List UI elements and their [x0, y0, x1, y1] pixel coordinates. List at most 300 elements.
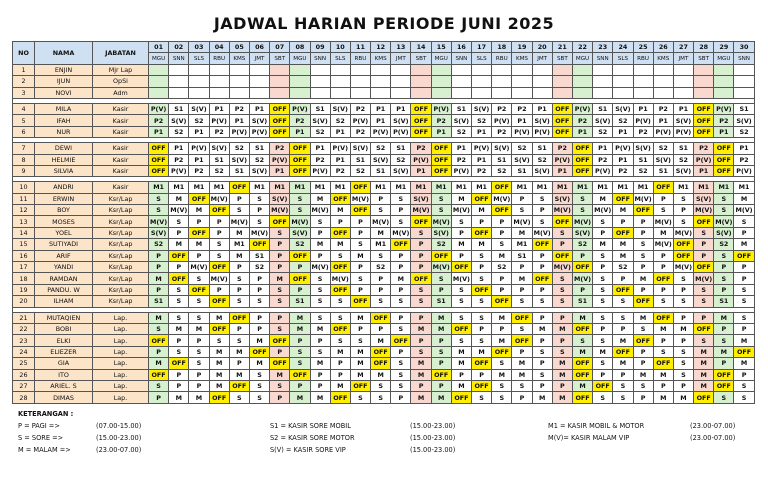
shift-cell: P	[189, 369, 209, 380]
shift-cell: S	[593, 335, 613, 346]
shift-cell: P	[552, 239, 572, 250]
shift-cell: S	[189, 346, 209, 357]
shift-cell: S(V)	[532, 115, 552, 126]
row-name: DEWI	[35, 143, 93, 154]
shift-cell: S	[694, 284, 714, 295]
shift-cell	[330, 64, 350, 75]
shift-cell: M	[653, 392, 673, 403]
row-jabatan: Ksr/Lap	[93, 205, 149, 216]
shift-cell: P	[391, 392, 411, 403]
shift-cell: OFF	[714, 165, 734, 176]
shift-cell	[593, 64, 613, 75]
shift-cell: P	[633, 227, 653, 238]
shift-cell: S(V)	[391, 115, 411, 126]
shift-cell: S	[653, 296, 673, 307]
shift-cell: P	[734, 323, 754, 334]
shift-cell: M1	[189, 182, 209, 193]
shift-cell: M	[330, 205, 350, 216]
shift-cell: P2	[492, 103, 512, 114]
shift-cell: M1	[330, 182, 350, 193]
shift-cell: P2	[189, 165, 209, 176]
shift-cell: S(V)	[169, 115, 189, 126]
shift-cell: P1	[593, 143, 613, 154]
legend-s: S = SORE =>	[18, 434, 64, 442]
day-header: 10	[330, 42, 350, 53]
shift-cell: OFF	[572, 369, 592, 380]
shift-cell: M	[472, 239, 492, 250]
shift-cell: S(V)	[593, 115, 613, 126]
shift-cell: S	[229, 392, 249, 403]
shift-cell: OFF	[371, 358, 391, 369]
row-name: ILHAM	[35, 296, 93, 307]
shift-cell	[391, 76, 411, 87]
shift-cell: S	[734, 312, 754, 323]
shift-cell: M	[310, 323, 330, 334]
table-row	[13, 143, 755, 154]
shift-cell: S	[431, 273, 451, 284]
shift-cell: OFF	[371, 312, 391, 323]
table-row	[13, 250, 755, 261]
shift-cell: P	[290, 380, 310, 391]
shift-cell: S2	[451, 126, 471, 137]
shift-cell: P	[532, 335, 552, 346]
shift-cell: M(V)	[331, 274, 349, 283]
shift-cell: OFF	[633, 205, 653, 216]
shift-cell: S	[572, 335, 592, 346]
shift-cell: M	[532, 392, 552, 403]
shift-cell: M	[229, 346, 249, 357]
shift-cell: S	[290, 358, 310, 369]
shift-cell: P	[552, 380, 572, 391]
shift-cell: P	[411, 312, 431, 323]
shift-cell	[673, 87, 693, 98]
shift-cell: P2	[431, 115, 451, 126]
shift-cell: M1	[673, 182, 693, 193]
shift-cell: P	[694, 250, 714, 261]
shift-cell	[229, 76, 249, 87]
shift-cell: M	[613, 205, 633, 216]
shift-cell: P	[330, 358, 350, 369]
shift-cell: M1	[209, 182, 229, 193]
shift-cell: S	[633, 250, 653, 261]
shift-cell: OFF	[552, 103, 572, 114]
shift-cell: P1	[472, 126, 492, 137]
shift-cell	[613, 64, 633, 75]
shift-cell: P	[310, 380, 330, 391]
shift-cell: OFF	[189, 227, 209, 238]
shift-cell: P	[714, 323, 734, 334]
shift-cell: M(V)	[695, 274, 713, 283]
table-row	[13, 380, 755, 391]
shift-cell: OFF	[431, 143, 451, 154]
shift-cell	[249, 76, 269, 87]
row-jabatan: Lap.	[93, 380, 149, 391]
shift-cell: OFF	[653, 312, 673, 323]
day-header: 23	[593, 42, 613, 53]
shift-cell: S	[391, 380, 411, 391]
shift-cell	[653, 76, 673, 87]
shift-cell: S	[593, 250, 613, 261]
shift-cell: S	[673, 358, 693, 369]
shift-cell: S	[714, 392, 734, 403]
table-row	[13, 182, 755, 193]
shift-cell: OFF	[572, 392, 592, 403]
shift-cell: P	[734, 227, 754, 238]
row-jabatan: Ksr/Lap	[93, 250, 149, 261]
shift-cell	[593, 87, 613, 98]
row-number: 13	[13, 216, 35, 227]
row-number: 6	[13, 126, 35, 137]
shift-cell: M	[613, 239, 633, 250]
shift-cell: OFF	[572, 165, 592, 176]
shift-cell: S	[350, 239, 370, 250]
shift-cell: P	[270, 392, 290, 403]
shift-cell: S2	[613, 115, 633, 126]
shift-cell: M	[290, 312, 310, 323]
shift-cell: S	[330, 312, 350, 323]
legend-s1-time: (15.00-23.00)	[410, 422, 456, 430]
shift-cell: S1	[310, 103, 330, 114]
shift-cell: P(V)	[673, 126, 693, 137]
shift-cell: M	[734, 335, 754, 346]
shift-cell: P	[149, 392, 169, 403]
shift-cell	[673, 64, 693, 75]
shift-cell: M1	[472, 182, 492, 193]
shift-cell	[249, 87, 269, 98]
weekday-header: SNN	[169, 53, 189, 64]
shift-cell: P	[714, 284, 734, 295]
shift-cell: M(V)	[170, 206, 188, 215]
shift-cell: P	[472, 216, 492, 227]
legend-s2: S2 = KASIR SORE MOTOR	[270, 434, 355, 442]
table-row	[13, 76, 755, 87]
shift-cell: S(V)	[249, 165, 269, 176]
day-header: 05	[229, 42, 249, 53]
shift-cell: M	[330, 346, 350, 357]
legend-m1: M1 = KASIR MOBIL & MOTOR	[548, 422, 645, 430]
legend-m1-time: (23.00-07.00)	[690, 422, 736, 430]
shift-cell: S	[532, 369, 552, 380]
shift-cell: S(V)	[653, 154, 673, 165]
table-row	[13, 227, 755, 238]
shift-cell: M(V)	[695, 206, 713, 215]
shift-cell: S	[391, 216, 411, 227]
shift-cell	[209, 64, 229, 75]
shift-cell: S	[350, 273, 370, 284]
row-name: BOY	[35, 205, 93, 216]
shift-cell: P1	[411, 165, 431, 176]
shift-cell	[613, 87, 633, 98]
table-row	[13, 216, 755, 227]
shift-cell: S	[431, 205, 451, 216]
shift-cell: P2	[512, 103, 532, 114]
shift-cell: P	[532, 312, 552, 323]
shift-cell: OFF	[694, 323, 714, 334]
shift-cell	[411, 64, 431, 75]
shift-cell: S(V)	[149, 227, 169, 238]
shift-cell: OFF	[492, 205, 512, 216]
row-jabatan: Kasir	[93, 182, 149, 193]
shift-cell: M(V)	[150, 217, 168, 226]
shift-cell: S2	[229, 143, 249, 154]
row-name: ARIF	[35, 250, 93, 261]
shift-cell: OFF	[532, 273, 552, 284]
shift-cell: S(V)	[633, 143, 653, 154]
shift-cell: M	[552, 392, 572, 403]
shift-cell: S	[472, 273, 492, 284]
shift-cell: M	[189, 239, 209, 250]
shift-cell: P	[653, 262, 673, 273]
shift-cell: M	[593, 193, 613, 204]
shift-cell: S	[310, 284, 330, 295]
shift-cell: S2	[532, 154, 552, 165]
shift-cell	[613, 76, 633, 87]
shift-cell: M1	[613, 182, 633, 193]
row-jabatan: Ksr/Lap	[93, 284, 149, 295]
shift-cell: S1	[209, 154, 229, 165]
shift-cell: P	[492, 323, 512, 334]
shift-cell: P	[290, 262, 310, 273]
shift-cell: M	[653, 323, 673, 334]
shift-cell: M	[431, 323, 451, 334]
shift-cell: P1	[714, 126, 734, 137]
shift-cell: P	[290, 335, 310, 346]
shift-cell: OFF	[714, 369, 734, 380]
shift-cell: P	[633, 262, 653, 273]
shift-cell: OFF	[694, 392, 714, 403]
shift-cell: OFF	[451, 392, 471, 403]
day-header: 25	[633, 42, 653, 53]
shift-cell: P	[209, 227, 229, 238]
shift-cell: P1	[734, 143, 754, 154]
table-row	[13, 239, 755, 250]
shift-cell: S	[734, 296, 754, 307]
shift-cell: P1	[572, 126, 592, 137]
shift-cell: S	[270, 284, 290, 295]
shift-cell: S	[734, 284, 754, 295]
shift-cell: OFF	[431, 250, 451, 261]
shift-cell: M(V)	[553, 263, 571, 272]
row-jabatan: Kasir	[93, 154, 149, 165]
shift-cell: P	[593, 262, 613, 273]
shift-cell: P2	[472, 165, 492, 176]
shift-cell: P	[350, 216, 370, 227]
shift-cell: M	[492, 369, 512, 380]
shift-cell: S	[209, 250, 229, 261]
row-number: 12	[13, 205, 35, 216]
shift-cell: S1	[451, 103, 471, 114]
weekday-header: SLS	[330, 53, 350, 64]
shift-cell: M(V)	[311, 263, 329, 272]
day-header: 22	[572, 42, 592, 53]
shift-cell: S	[249, 193, 269, 204]
row-name: ELKI	[35, 335, 93, 346]
shift-cell: P	[249, 312, 269, 323]
table-row	[13, 87, 755, 98]
shift-cell: M	[149, 358, 169, 369]
shift-cell: OFF	[350, 380, 370, 391]
shift-cell: S1	[492, 154, 512, 165]
day-header: 21	[552, 42, 572, 53]
shift-cell: S	[593, 296, 613, 307]
shift-cell	[149, 87, 169, 98]
shift-cell: S2	[249, 154, 269, 165]
shift-cell: P	[350, 262, 370, 273]
shift-cell: S	[249, 369, 269, 380]
header-jabatan: JABATAN	[93, 42, 149, 65]
shift-cell: S	[149, 193, 169, 204]
shift-cell: P	[633, 216, 653, 227]
shift-cell: P2	[229, 103, 249, 114]
weekday-header: MGU	[149, 53, 169, 64]
shift-cell: P2	[552, 143, 572, 154]
shift-cell: P	[249, 323, 269, 334]
shift-cell: OFF	[229, 312, 249, 323]
shift-cell: S1	[149, 296, 169, 307]
shift-cell: OFF	[572, 323, 592, 334]
row-name: ITO	[35, 369, 93, 380]
shift-cell: S	[512, 296, 532, 307]
shift-cell: OFF	[189, 284, 209, 295]
shift-cell: S(V)	[694, 193, 714, 204]
shift-cell: S	[149, 323, 169, 334]
shift-cell: S1	[633, 154, 653, 165]
shift-cell: OFF	[209, 205, 229, 216]
shift-cell: S	[673, 296, 693, 307]
shift-cell	[310, 87, 330, 98]
shift-cell: P1	[694, 165, 714, 176]
shift-cell: S2	[492, 262, 512, 273]
shift-cell: OFF	[431, 369, 451, 380]
shift-cell: M1	[734, 182, 754, 193]
shift-cell: P	[209, 216, 229, 227]
shift-cell: S	[512, 380, 532, 391]
table-row	[13, 335, 755, 346]
shift-cell: OFF	[391, 239, 411, 250]
shift-cell: OFF	[411, 103, 431, 114]
shift-cell	[593, 76, 613, 87]
shift-cell: M1	[290, 182, 310, 193]
shift-cell: OFF	[209, 323, 229, 334]
shift-cell: OFF	[492, 296, 512, 307]
row-name: NOVI	[35, 87, 93, 98]
shift-cell: P	[229, 358, 249, 369]
shift-cell: P(V)	[270, 154, 290, 165]
shift-cell: S	[694, 296, 714, 307]
table-row	[13, 262, 755, 273]
shift-cell: P	[371, 193, 391, 204]
shift-cell: P(V)	[169, 165, 189, 176]
shift-cell: M(V)	[210, 194, 228, 203]
shift-cell	[552, 76, 572, 87]
shift-cell: M	[169, 392, 189, 403]
shift-cell: S	[532, 346, 552, 357]
day-header: 28	[694, 42, 714, 53]
shift-cell: S	[694, 227, 714, 238]
row-number: 23	[13, 335, 35, 346]
shift-cell: OFF	[613, 284, 633, 295]
shift-cell: M1	[694, 182, 714, 193]
row-number: 4	[13, 103, 35, 114]
shift-cell: M	[310, 392, 330, 403]
shift-cell: S	[492, 239, 512, 250]
shift-cell: P(V)	[149, 103, 169, 114]
shift-cell: OFF	[290, 273, 310, 284]
row-jabatan: Kasir	[93, 126, 149, 137]
weekday-header: KMS	[653, 53, 673, 64]
shift-cell	[572, 64, 592, 75]
weekday-header: KMS	[512, 53, 532, 64]
shift-cell: S2	[673, 154, 693, 165]
shift-cell: M	[169, 323, 189, 334]
shift-cell: S	[229, 335, 249, 346]
shift-cell: P	[673, 205, 693, 216]
shift-cell: OFF	[411, 216, 431, 227]
shift-cell	[270, 64, 290, 75]
row-jabatan: Lap.	[93, 335, 149, 346]
row-name: HELMIE	[35, 154, 93, 165]
shift-cell: P	[169, 262, 189, 273]
row-jabatan: Kasir	[93, 103, 149, 114]
shift-cell: M	[189, 323, 209, 334]
shift-cell: P	[673, 380, 693, 391]
row-jabatan: Ksr/Lap	[93, 296, 149, 307]
shift-cell: OFF	[451, 323, 471, 334]
shift-cell: OFF	[572, 358, 592, 369]
shift-cell	[633, 87, 653, 98]
shift-cell: P(V)	[532, 126, 552, 137]
shift-cell: P	[391, 346, 411, 357]
legend-s2-time: (15.00-23.00)	[410, 434, 456, 442]
shift-cell: OFF	[673, 239, 693, 250]
legend-s-time: (15.00-23.00)	[96, 434, 142, 442]
shift-cell: OFF	[149, 143, 169, 154]
row-number: 25	[13, 358, 35, 369]
shift-cell: S2	[512, 143, 532, 154]
day-header: 09	[310, 42, 330, 53]
shift-cell	[694, 76, 714, 87]
shift-cell: S2	[734, 126, 754, 137]
row-name: DIMAS	[35, 392, 93, 403]
shift-cell: S	[714, 273, 734, 284]
shift-cell	[532, 76, 552, 87]
shift-cell: P	[149, 262, 169, 273]
shift-cell: S	[633, 323, 653, 334]
shift-cell	[431, 87, 451, 98]
shift-cell: S1	[249, 250, 269, 261]
shift-cell: S	[169, 312, 189, 323]
shift-cell: S	[270, 323, 290, 334]
shift-cell: P1	[229, 115, 249, 126]
shift-cell: S	[451, 216, 471, 227]
weekday-header: SLS	[613, 53, 633, 64]
shift-cell: P	[532, 205, 552, 216]
shift-cell: P	[734, 262, 754, 273]
shift-cell: M	[189, 205, 209, 216]
table-row	[13, 126, 755, 137]
shift-cell: P1	[209, 103, 229, 114]
shift-cell: M	[552, 358, 572, 369]
table-row	[13, 205, 755, 216]
shift-cell: P	[694, 239, 714, 250]
shift-cell: P(V)	[431, 103, 451, 114]
shift-cell	[633, 64, 653, 75]
shift-cell: M1	[714, 182, 734, 193]
shift-cell: P	[512, 193, 532, 204]
shift-cell: OFF	[451, 262, 471, 273]
shift-cell: P	[229, 262, 249, 273]
shift-cell: P	[169, 227, 189, 238]
